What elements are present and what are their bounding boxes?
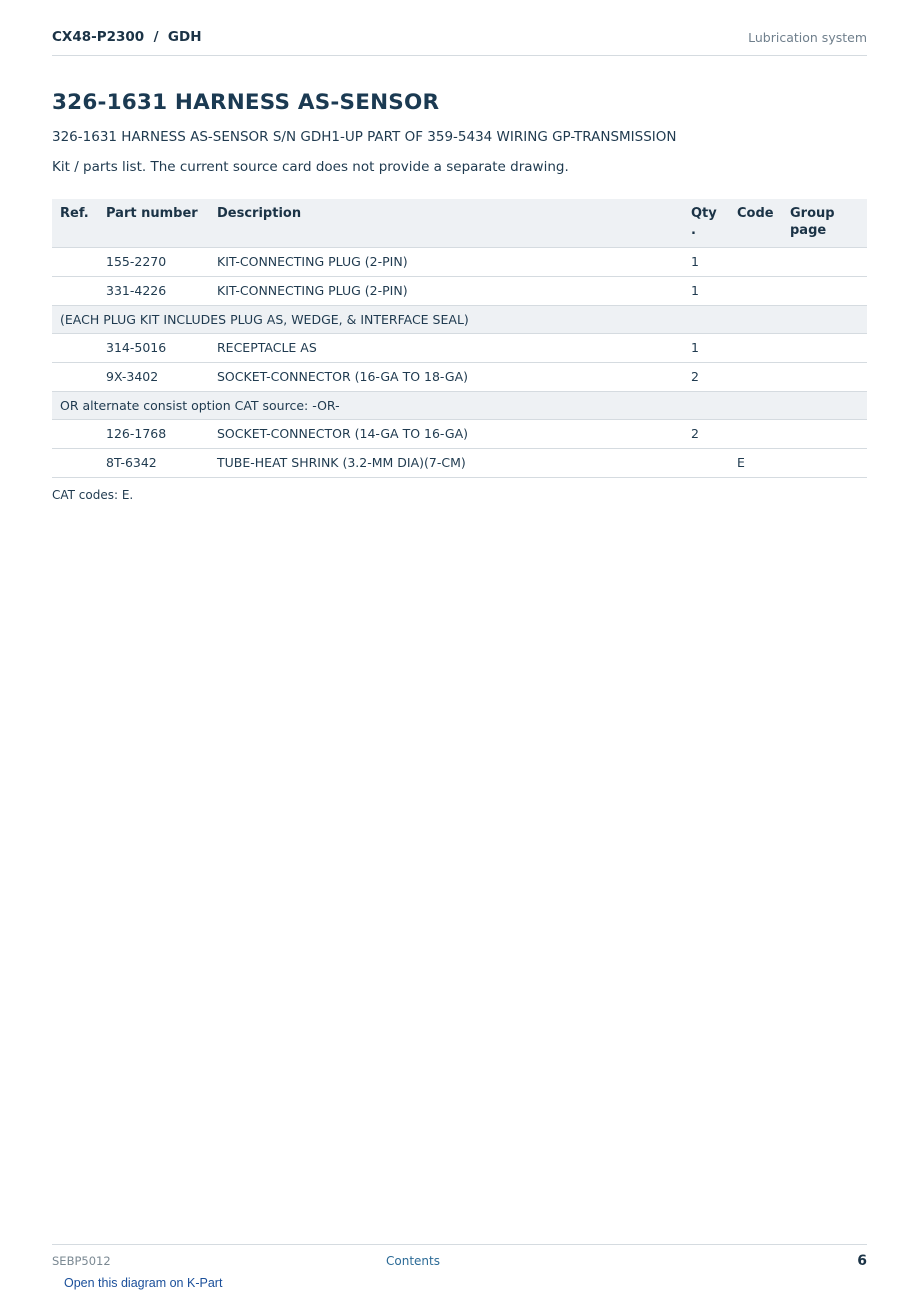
table-note-cell: OR alternate consist option CAT source: -OR- [52, 392, 867, 420]
document-number: SEBP5012 [52, 1254, 111, 1268]
description-cell: RECEPTACLE AS [209, 334, 683, 363]
parts-table [52, 199, 867, 478]
table-row [52, 420, 867, 449]
table-row [52, 449, 867, 478]
ref-cell [52, 449, 98, 478]
cat-codes-note: CAT codes: E. [52, 488, 134, 502]
ref-cell [52, 363, 98, 392]
group-page-cell [782, 449, 867, 478]
qty-cell [683, 449, 729, 478]
code-cell [729, 363, 782, 392]
parts-table-body [52, 248, 867, 478]
page-subtitle: 326-1631 HARNESS AS-SENSOR S/N GDH1-UP PART OF 359-5434 WIRING GP-TRANSMISSION [52, 129, 677, 145]
group-page-cell [782, 420, 867, 449]
table-note-cell: (EACH PLUG KIT INCLUDES PLUG AS, WEDGE, & INTERFACE SEAL) [52, 306, 867, 334]
qty-cell: 1 [683, 277, 729, 306]
page-footer [52, 1244, 867, 1272]
table-header-row [52, 199, 867, 248]
page-title: 326-1631 HARNESS AS-SENSOR [52, 90, 440, 115]
qty-cell: 2 [683, 420, 729, 449]
column-header-description: Description [209, 199, 683, 248]
group-page-cell [782, 334, 867, 363]
column-header-qty: Qty . [683, 199, 729, 248]
table-row [52, 277, 867, 306]
qty-cell: 1 [683, 334, 729, 363]
code-cell [729, 420, 782, 449]
qty-cell: 1 [683, 248, 729, 277]
model-breadcrumb: CX48-P2300 / GDH [52, 29, 202, 45]
table-note-row [52, 392, 867, 420]
code-cell [729, 334, 782, 363]
source-note: Kit / parts list. The current source card does not provide a separate drawing. [52, 159, 569, 175]
table-row [52, 363, 867, 392]
ref-cell [52, 277, 98, 306]
description-cell: KIT-CONNECTING PLUG (2-PIN) [209, 277, 683, 306]
group-page-cell [782, 277, 867, 306]
ref-cell [52, 334, 98, 363]
page-header [52, 28, 867, 56]
table-row [52, 334, 867, 363]
table-row [52, 248, 867, 277]
column-header-ref: Ref. [52, 199, 98, 248]
column-header-part-number: Part number [98, 199, 209, 248]
page-number: 6 [857, 1253, 867, 1269]
description-cell: SOCKET-CONNECTOR (14-GA TO 16-GA) [209, 420, 683, 449]
group-page-cell [782, 248, 867, 277]
column-header-code: Code [729, 199, 782, 248]
column-header-group-page: Group page [782, 199, 867, 248]
section-name: Lubrication system [748, 30, 867, 45]
code-cell: E [729, 449, 782, 478]
group-page-cell [782, 363, 867, 392]
ref-cell [52, 248, 98, 277]
part-number-cell: 8T-6342 [98, 449, 209, 478]
code-cell [729, 277, 782, 306]
description-cell: KIT-CONNECTING PLUG (2-PIN) [209, 248, 683, 277]
open-in-kpart-link[interactable]: Open this diagram on K-Part [64, 1276, 223, 1290]
part-number-cell: 9X-3402 [98, 363, 209, 392]
part-number-cell: 331-4226 [98, 277, 209, 306]
table-note-row [52, 306, 867, 334]
part-number-cell: 314-5016 [98, 334, 209, 363]
code-cell [729, 248, 782, 277]
qty-cell: 2 [683, 363, 729, 392]
description-cell: SOCKET-CONNECTOR (16-GA TO 18-GA) [209, 363, 683, 392]
contents-link[interactable]: Contents [386, 1254, 440, 1268]
description-cell: TUBE-HEAT SHRINK (3.2-MM DIA)(7-CM) [209, 449, 683, 478]
ref-cell [52, 420, 98, 449]
part-number-cell: 126-1768 [98, 420, 209, 449]
part-number-cell: 155-2270 [98, 248, 209, 277]
